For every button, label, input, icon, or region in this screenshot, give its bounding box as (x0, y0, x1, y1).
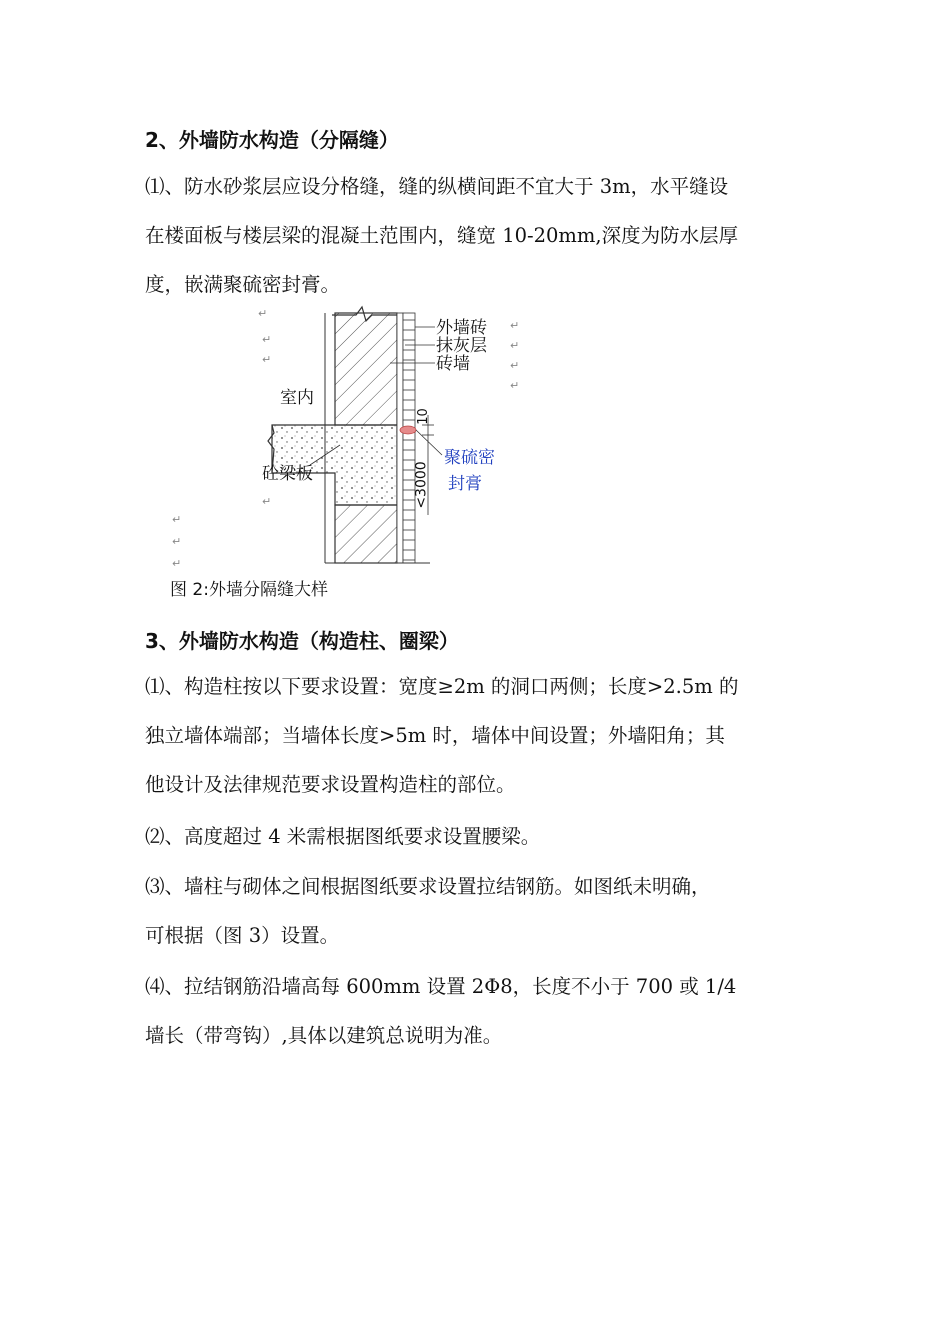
tile-layer (403, 313, 415, 563)
paragraph-line: ⑴、防水砂浆层应设分格缝，缝的纵横间距不宜大于 3m，水平缝设 (145, 175, 729, 198)
figure-2-caption: 图 2:外墙分隔缝大样 (170, 580, 328, 600)
paragraph-line: ⑷、拉结钢筋沿墙高每 600mm 设置 2Φ8，长度不小于 700 或 1/4 (145, 975, 737, 998)
lower-wall-hatch (335, 505, 397, 563)
paragraph-line: ⑴、构造柱按以下要求设置：宽度≥2m 的洞口两侧；长度>2.5m 的 (145, 675, 739, 698)
section-2-heading: 2、外墙防水构造（分隔缝） (145, 128, 399, 152)
return-mark: ↵ (172, 557, 182, 570)
upper-wall-hatch (335, 313, 397, 425)
return-mark: ↵ (262, 353, 272, 366)
label-plaster: 抹灰层 (436, 336, 487, 356)
dimension-10: 10 (415, 408, 431, 425)
paragraph-line: ⑵、高度超过 4 米需根据图纸要求设置腰梁。 (145, 825, 541, 848)
return-mark: ↵ (172, 535, 182, 548)
label-brick-wall: 砖墙 (436, 354, 470, 374)
return-mark: ↵ (510, 379, 520, 392)
section-3-heading: 3、外墙防水构造（构造柱、圈梁） (145, 629, 459, 653)
return-mark: ↵ (172, 513, 182, 526)
paragraph-line: 独立墙体端部；当墙体长度>5m 时，墙体中间设置；外墙阳角；其 (145, 724, 725, 747)
return-mark: ↵ (262, 495, 272, 508)
figure-wall-joint-detail (160, 305, 540, 605)
return-mark: ↵ (510, 339, 520, 352)
dimension-3000: <3000 (413, 461, 430, 509)
label-sealant-2: 封膏 (448, 474, 482, 494)
return-mark: ↵ (510, 319, 520, 332)
paragraph-line: 他设计及法律规范要求设置构造柱的部位。 (145, 773, 516, 796)
label-slab: 砼梁板 (262, 464, 313, 484)
return-mark: ↵ (258, 307, 268, 320)
paragraph-line: ⑶、墙柱与砌体之间根据图纸要求设置拉结钢筋。如图纸未明确， (145, 875, 711, 898)
paragraph-line: 可根据（图 3）设置。 (145, 924, 340, 947)
label-sealant-1: 聚硫密 (444, 448, 495, 468)
plaster-layer (397, 313, 403, 563)
label-outer-tile: 外墙砖 (436, 318, 487, 338)
paragraph-line: 度，嵌满聚硫密封膏。 (145, 273, 341, 296)
paragraph-line: 墙长（带弯钩）,具体以建筑总说明为准。 (145, 1024, 503, 1047)
paragraph-line: 在楼面板与楼层梁的混凝土范围内，缝宽 10-20mm,深度为防水层厚 (145, 224, 739, 247)
return-mark: ↵ (262, 333, 272, 346)
label-indoor: 室内 (280, 388, 314, 408)
sealant-joint (400, 426, 416, 434)
return-mark: ↵ (510, 359, 520, 372)
